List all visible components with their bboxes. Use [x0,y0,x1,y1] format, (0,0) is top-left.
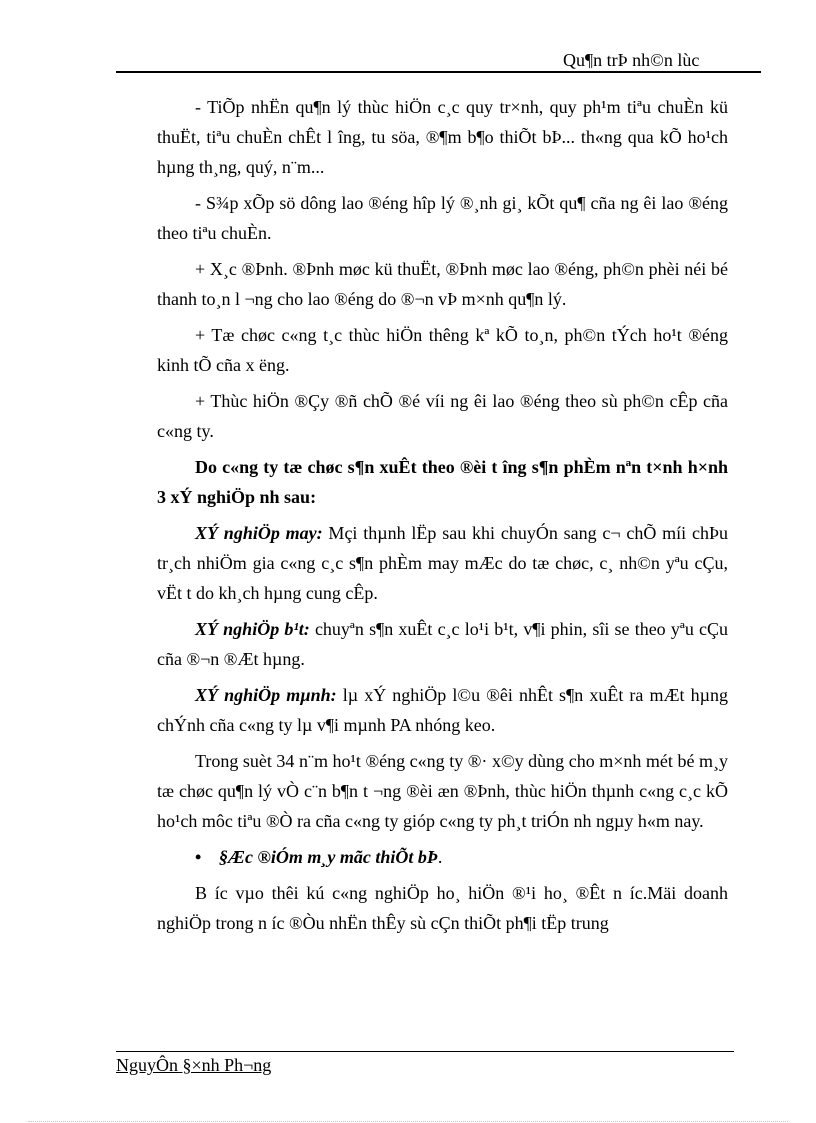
paragraph-tasks-4: + Tæ chøc c«ng t¸c thùc hiÖn thêng kª kÕ to¸n, ph©n tÝch ho¹t ®éng kinh tÕ cña x ëng. [157,325,728,375]
factory-desc: lµ xÝ nghiÖp l©u ®êi nhÊt s¶n xuÊt ra mÆt hµng chÝnh cña c«ng ty lµ v¶i mµnh PA nhóng keo. [157,685,728,735]
section-title-end: . [437,847,443,867]
factory-desc: Mçi thµnh lËp sau khi chuyÓn sang c¬ chÕ míi chÞu tr¸ch nhiÖm gia c«ng c¸c s¶n phÈm may mÆc do tæ chøc, c¸ nh©n yªu cÇu, vËt t do kh¸ch hµng cung cÊp. [157,523,728,603]
section-title: §Æc ®iÓm m¸y mãc thiÕt bÞ [219,847,438,867]
paragraph-tasks-3: + X¸c ®Þnh. ®Þnh møc kü thuËt, ®Þnh møc lao ®éng, ph©n phèi néi bé thanh to¸n l ¬ng cho lao ®éng do ®¬n vÞ m×nh qu¶n lý. [157,259,728,309]
factory-name: XÝ nghiÖp b¹t: [195,619,310,639]
bullet-icon: • [195,847,202,867]
page-edge-divider [28,1121,788,1122]
factory-name: XÝ nghiÖp may: [195,523,323,543]
footer-divider [116,1051,734,1052]
factory-item-manh [157,680,728,740]
page-header-title: Qu¶n trÞ nh©n lùc [563,50,700,70]
paragraph-tasks-2: - S¾p xÕp sö dông lao ®éng hîp lý ®¸nh gi¸ kÕt qu¶ cña ng êi lao ®éng theo tiªu chuÈn. [157,193,728,243]
paragraph-factories-intro: Do c«ng ty tæ chøc s¶n xuÊt theo ®èi t îng s¶n phÈm nªn t×nh h×nh 3 xÝ nghiÖp nh sau: [157,457,728,507]
footer-author: NguyÔn §×nh Ph¬ng [116,1055,272,1075]
header-divider [116,71,761,73]
paragraph-closing: Trong suèt 34 n¨m ho¹t ®éng c«ng ty ®· x©y dùng cho m×nh mét bé m¸y tæ chøc qu¶n lý vÒ c¨n b¶n t ¬ng ®èi æn ®Þnh, thùc hiÖn thµnh c«ng c¸c kÕ ho¹ch môc tiªu ®Ò ra cña c«ng ty gióp c«ng ty ph¸t triÓn nh ngµy h«m nay. [157,751,728,831]
paragraph-tasks-5: + Thùc hiÖn ®Çy ®ñ chÕ ®é víi ng êi lao ®éng theo sù ph©n cÊp cña c«ng ty. [157,391,728,441]
factory-name: XÝ nghiÖp mµnh: [195,685,337,705]
paragraph-tasks-1: - TiÕp nhËn qu¶n lý thùc hiÖn c¸c quy tr×nh, quy ph¹m tiªu chuÈn kü thuËt, tiªu chuÈn chÊt l îng, tu söa, ®¶m b¶o thiÕt bÞ... th«ng qua kÕ ho¹ch hµng th¸ng, quý, n¨m... [157,97,728,177]
section-heading-equipment [157,842,728,872]
factory-item-bat [157,614,728,674]
paragraph-last: B íc vµo thêi kú c«ng nghiÖp ho¸ hiÖn ®¹i ho¸ ®Êt n íc.Mäi doanh nghiÖp trong n íc ®Òu nhËn thÊy sù cÇn thiÕt ph¶i tËp trung [157,883,728,933]
factory-desc: chuyªn s¶n xuÊt c¸c lo¹i b¹t, v¶i phin, sîi se theo yªu cÇu cña ®¬n ®Æt hµng. [157,619,728,669]
body-text [157,92,728,944]
factory-item-may [157,518,728,608]
